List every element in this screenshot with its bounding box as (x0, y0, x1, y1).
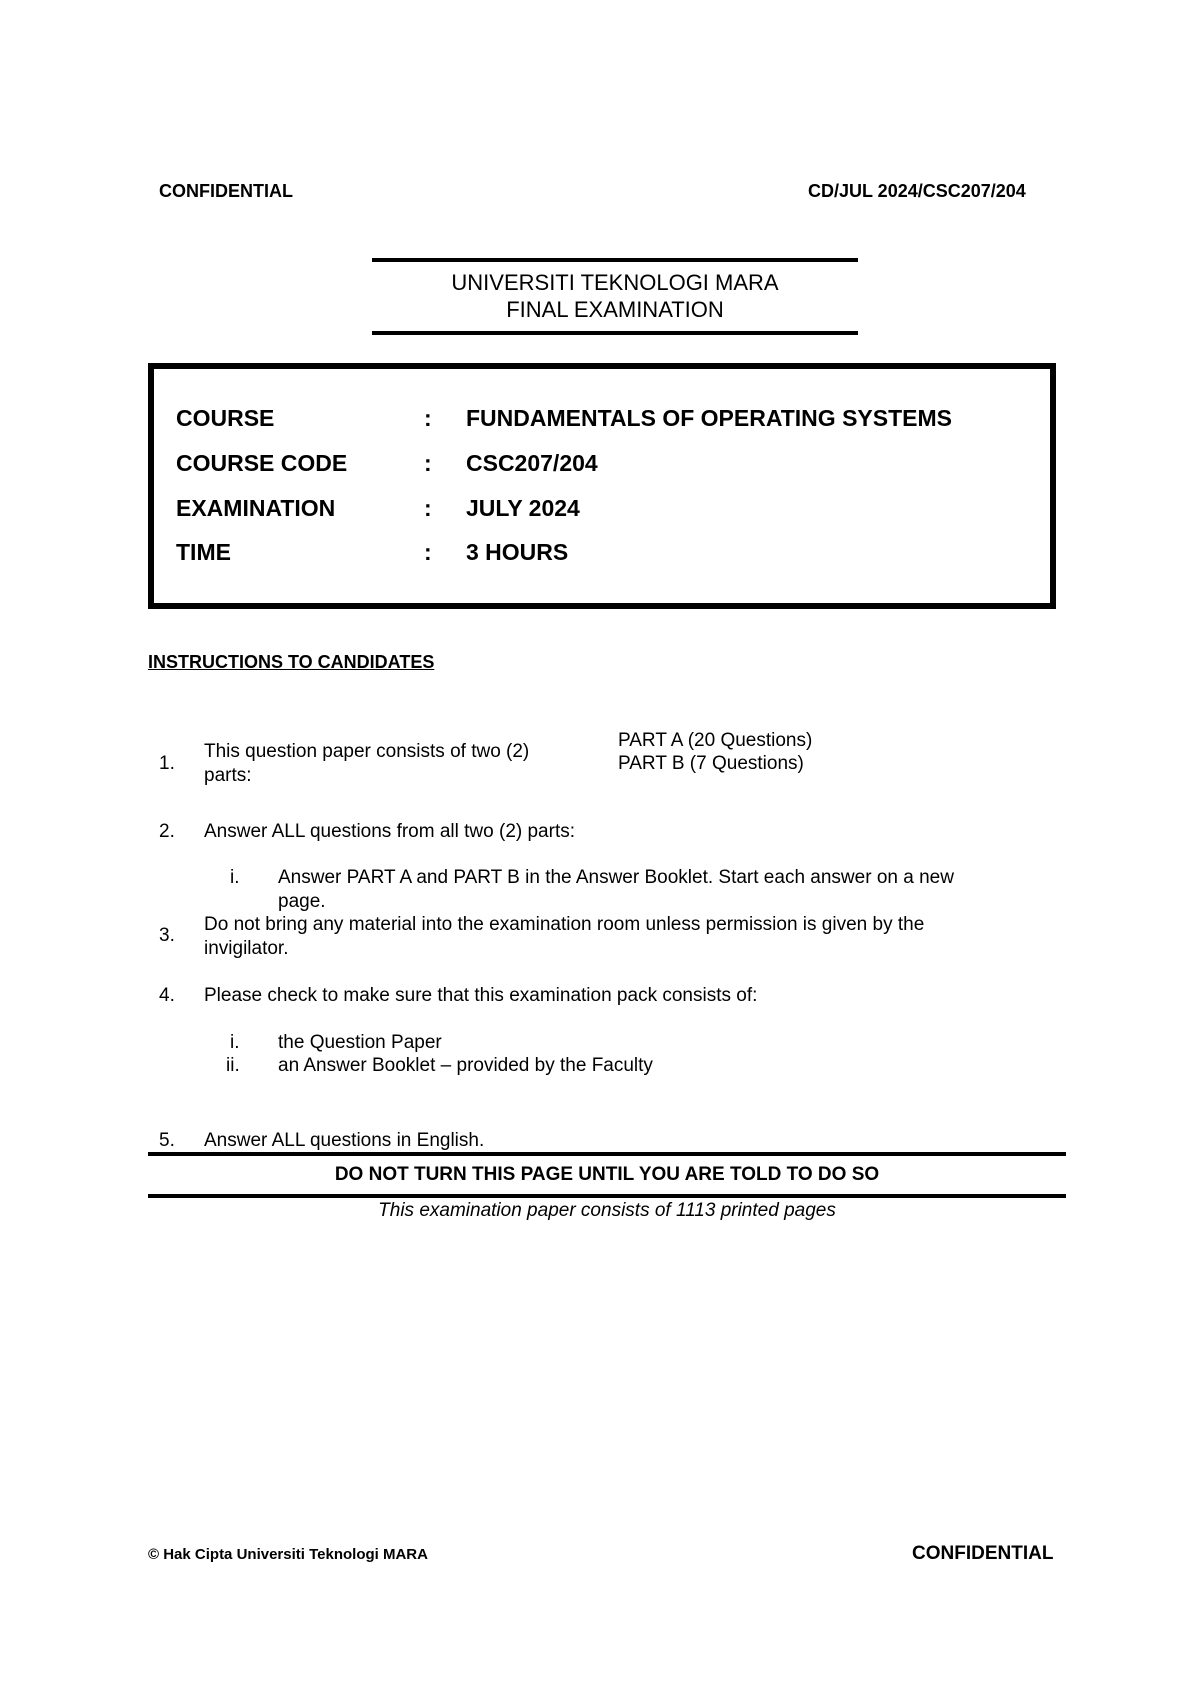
part-a-label: PART A (20 Questions) (618, 730, 813, 751)
item-4-sub2-text: an Answer Booklet – provided by the Faculty (278, 1055, 653, 1076)
course-info-box (148, 363, 1056, 609)
warning-top-rule (148, 1152, 1066, 1156)
item-2-sub-line1: Answer PART A and PART B in the Answer Booklet. Start each answer on a new (278, 867, 954, 888)
item-4-sub1-text: the Question Paper (278, 1032, 442, 1053)
item-3-line1: Do not bring any material into the examination room unless permission is given by the (204, 914, 925, 935)
info-value: FUNDAMENTALS OF OPERATING SYSTEMS (466, 405, 952, 431)
info-separator: : (424, 405, 432, 431)
item-4-number: 4. (159, 985, 175, 1006)
info-label: TIME (176, 539, 231, 565)
footer-copyright: © Hak Cipta Universiti Teknologi MARA (148, 1546, 428, 1563)
item-2-number: 2. (159, 821, 175, 842)
title-top-rule (372, 258, 858, 262)
university-name: UNIVERSITI TEKNOLOGI MARA (451, 270, 779, 295)
warning-text: DO NOT TURN THIS PAGE UNTIL YOU ARE TOLD TO DO SO (334, 1164, 880, 1185)
item-1-text-line1: This question paper consists of two (2) (204, 741, 530, 762)
info-value: CSC207/204 (466, 450, 598, 476)
item-2-sub-number: i. (230, 867, 240, 888)
item-4-sub1-number: i. (230, 1032, 240, 1053)
printed-pages-note: This examination paper consists of 1113 printed pages (378, 1200, 836, 1221)
info-label: COURSE CODE (176, 450, 348, 476)
header-paper-code: CD/JUL 2024/CSC207/204 (808, 181, 1026, 201)
item-5-number: 5. (159, 1130, 175, 1151)
item-4-sub2-number: ii. (226, 1055, 240, 1076)
title-bottom-rule (372, 331, 858, 335)
info-separator: : (424, 495, 432, 521)
info-value: 3 HOURS (466, 539, 569, 565)
item-1-number: 1. (159, 753, 175, 774)
instructions-title: INSTRUCTIONS TO CANDIDATES (148, 652, 435, 672)
item-2-text: Answer ALL questions from all two (2) parts: (204, 821, 576, 842)
warning-bottom-rule (148, 1194, 1066, 1198)
part-b-label: PART B (7 Questions) (618, 753, 804, 774)
info-separator: : (424, 450, 432, 476)
item-3-number: 3. (159, 925, 175, 946)
item-1-text-line2: parts: (204, 765, 252, 786)
exam-type: FINAL EXAMINATION (506, 297, 724, 322)
header-confidential: CONFIDENTIAL (159, 181, 293, 201)
item-2-sub-line2: page. (278, 891, 326, 912)
footer-confidential: CONFIDENTIAL (912, 1543, 1054, 1564)
item-4-text: Please check to make sure that this examination pack consists of: (204, 985, 758, 1006)
item-5-text: Answer ALL questions in English. (204, 1130, 485, 1151)
info-label: EXAMINATION (176, 495, 336, 521)
info-label: COURSE (176, 405, 275, 431)
info-separator: : (424, 539, 432, 565)
info-value: JULY 2024 (466, 495, 580, 521)
item-3-line2: invigilator. (204, 938, 289, 959)
